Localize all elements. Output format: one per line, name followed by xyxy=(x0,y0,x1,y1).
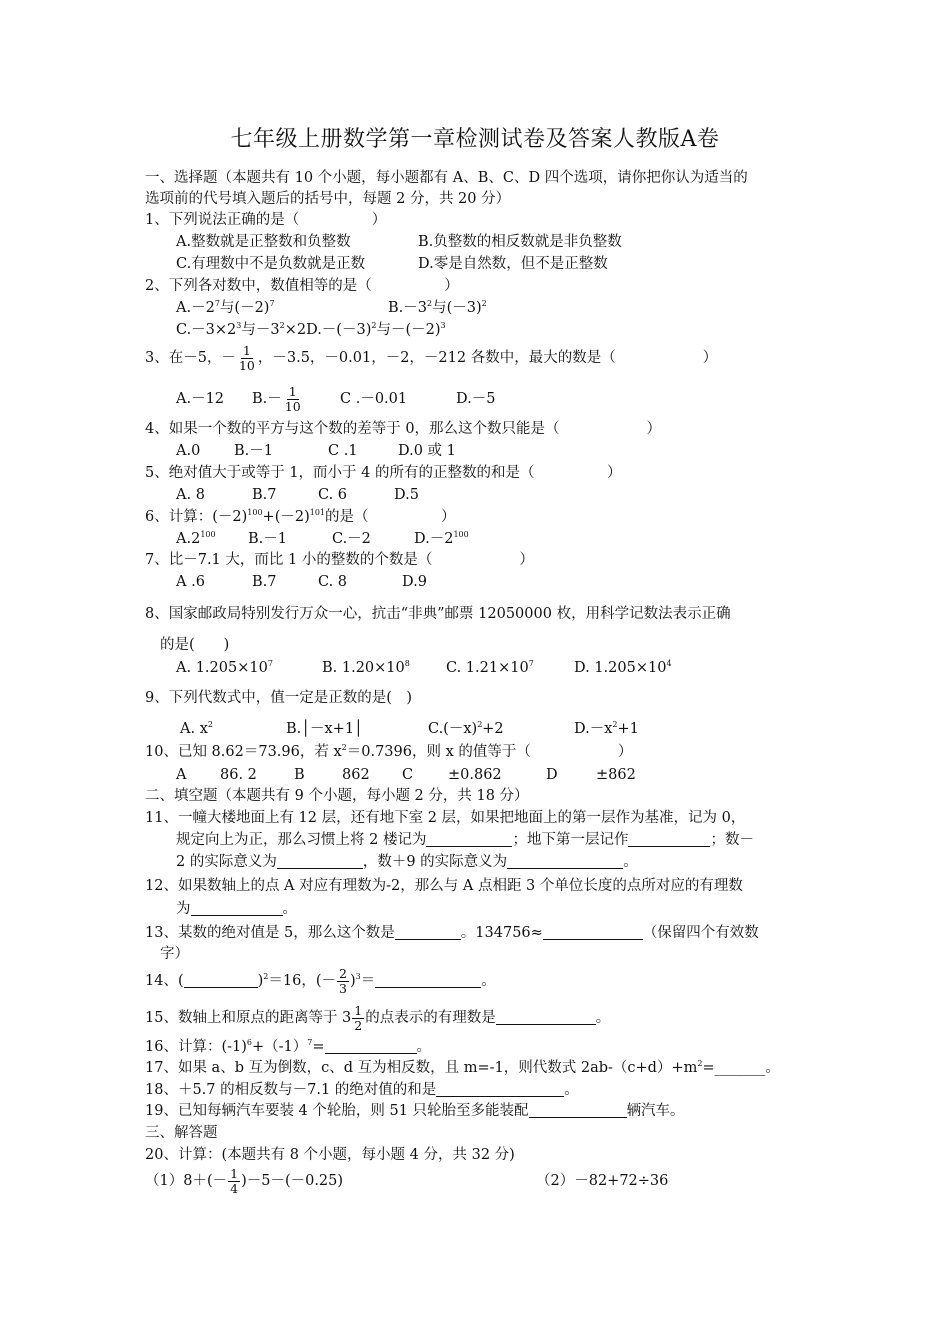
q11-text-f: 。 xyxy=(623,854,638,870)
q3-frac-num: 1 xyxy=(242,342,251,358)
q4-option-b: B.－1 xyxy=(234,443,273,459)
q7-option-d: D.9 xyxy=(402,574,427,590)
q2-a-exp2: 7 xyxy=(269,299,275,308)
q7-option-c: C. 8 xyxy=(318,574,348,590)
q20-p1-frac-den: 4 xyxy=(230,1180,239,1196)
q15-frac-num: 1 xyxy=(354,1002,363,1018)
q20-p1-text-a: （1）8＋(－ xyxy=(145,1173,228,1189)
q15-frac-den: 2 xyxy=(354,1017,363,1033)
q2-c-exp2: 2 xyxy=(279,321,285,330)
q5-option-a: A. 8 xyxy=(176,487,205,503)
q4-option-c: C .1 xyxy=(328,443,358,459)
q18-text-a: 18、＋5.7 的相反数与－7.1 的绝对值的和是 xyxy=(145,1082,437,1098)
q10-option-d-label: D xyxy=(546,767,558,783)
q13-blank-number[interactable] xyxy=(395,924,461,940)
q9-d-tail: +1 xyxy=(617,721,639,737)
q6-exp2: 101 xyxy=(309,508,326,517)
q8-a-exp: 7 xyxy=(267,659,273,668)
q2-c-part3: ×2D.－(－3) xyxy=(284,322,372,338)
q8-d-exp: 4 xyxy=(666,659,672,668)
q6-stem xyxy=(145,507,456,527)
q8-c-exp: 7 xyxy=(528,659,534,668)
q7-stem: 7、比－7.1 大，而比 1 小的整数的个数是（ ） xyxy=(145,552,534,568)
q12-text-a: 为 xyxy=(176,901,191,917)
q2-c-part1: C.－3×2 xyxy=(176,322,237,338)
q16-text-d: 。 xyxy=(416,1039,432,1055)
q9-d-exp: 2 xyxy=(612,720,618,729)
q8-stem-line2: 的是( ) xyxy=(160,637,230,653)
q11-text-c: ；数－ xyxy=(710,832,754,848)
q11-blank-minus2[interactable] xyxy=(277,853,363,869)
page-title: 七年级上册数学第一章检测试卷及答案人教版A卷 xyxy=(230,127,720,152)
q10-stem-b: ＝0.7396，则 x 的值等于（ ） xyxy=(346,744,633,760)
q12-line1: 12、如果数轴上的点 A 对应有理数为-2，那么与 A 点相距 3 个单位长度的点所对应的有理数 xyxy=(145,878,743,894)
q20-p1-frac-num: 1 xyxy=(230,1165,239,1181)
q9-option-b: B.│－x+1│ xyxy=(286,721,363,737)
q11-text-a: 规定向上为正，那么习惯上将 2 楼记为 xyxy=(176,832,427,848)
q9-c-base: C.(－x) xyxy=(428,721,478,737)
q3-b-frac-den: 10 xyxy=(284,398,301,414)
q9-stem: 9、下列代数式中，值一定是正数的是( ) xyxy=(145,690,413,706)
q16-text-a: 16、计算：(-1) xyxy=(145,1039,247,1055)
q15-line xyxy=(145,1003,610,1033)
q6-d-exp: 100 xyxy=(453,530,469,539)
q9-c-exp: 2 xyxy=(477,720,483,729)
q16-text-c: = xyxy=(312,1039,325,1055)
q6-d-base: D.－2 xyxy=(414,531,454,547)
q18-blank[interactable] xyxy=(436,1081,564,1097)
q3-stem-a: 3、在－5，－ xyxy=(145,350,236,366)
q2-b-exp1: 2 xyxy=(427,299,433,308)
q12-line2 xyxy=(176,899,297,919)
q12-blank[interactable] xyxy=(191,900,283,916)
q10-stem xyxy=(145,742,632,762)
q10-option-b-value: 862 xyxy=(342,767,370,783)
q18-line xyxy=(145,1080,579,1100)
q12-text-b: 。 xyxy=(282,901,297,917)
q8-d-base: D. 1.205×10 xyxy=(574,660,667,676)
q14-text-b: ) xyxy=(257,973,264,989)
q2-b-part1: B.－3 xyxy=(388,300,427,316)
q13-text-a: 13、某数的绝对值是 5，那么这个数是 xyxy=(145,925,395,941)
q19-blank[interactable] xyxy=(529,1102,627,1118)
q17-text-b: =_______。 xyxy=(702,1060,780,1076)
q6-option-a xyxy=(176,529,216,549)
section1-heading-line1: 一、选择题（本题共有 10 个小题，每小题都有 A、B、C、D 四个选项，请你把你认为适当的 xyxy=(145,170,748,186)
q14-text-d: ) xyxy=(349,973,356,989)
q10-option-d-value: ±862 xyxy=(596,767,636,783)
q6-stem-c: 的是（ ） xyxy=(325,509,456,525)
q3-b-prefix: B.－ xyxy=(252,391,282,407)
q4-stem: 4、如果一个数的平方与这个数的差等于 0，那么这个数只能是（ ） xyxy=(145,421,662,437)
q20-p1-fraction xyxy=(228,1167,240,1196)
q3-fraction xyxy=(237,344,257,373)
q17-exp: 2 xyxy=(697,1059,703,1068)
q9-a-exp: 2 xyxy=(207,720,213,729)
q10-option-b-label: B xyxy=(294,767,305,783)
q7-option-b: B.7 xyxy=(252,574,277,590)
q2-option-a xyxy=(176,298,275,318)
q2-b-exp2: 2 xyxy=(481,299,487,308)
q3-option-b xyxy=(252,384,304,414)
q8-a-base: A. 1.205×10 xyxy=(176,660,268,676)
q9-option-c xyxy=(428,719,504,739)
q11-blank-2nd-floor[interactable] xyxy=(426,831,512,847)
q15-fraction xyxy=(352,1004,364,1033)
section1-heading-line2: 选项前的代号填入题后的括号中，每题 2 分，共 20 分） xyxy=(145,191,511,207)
q15-text-c: 。 xyxy=(595,1010,611,1026)
q11-line3 xyxy=(176,852,638,872)
q3-b-frac-num: 1 xyxy=(288,383,297,399)
q18-text-b: 。 xyxy=(564,1082,579,1098)
q17-line xyxy=(145,1058,780,1078)
q2-option-c-d xyxy=(176,320,446,340)
q8-b-exp: 8 xyxy=(404,659,410,668)
q2-a-exp1: 7 xyxy=(214,299,220,308)
q8-option-d xyxy=(574,658,672,678)
q3-option-a: A.－12 xyxy=(176,391,225,407)
q10-option-c-label: C xyxy=(402,767,414,783)
q4-option-d: D.0 或 1 xyxy=(398,443,456,459)
q6-option-b: B.－1 xyxy=(248,531,287,547)
q3-b-fraction xyxy=(283,385,303,414)
q9-option-a xyxy=(180,719,213,739)
q14-text-e: ＝ xyxy=(360,973,376,989)
q3-stem-b: ，－3.5，－0.01，－2，－212 各数中，最大的数是（ ） xyxy=(257,350,718,366)
q3-option-d: D.－5 xyxy=(456,391,496,407)
q13-line2: 字） xyxy=(160,946,189,962)
q4-option-a: A.0 xyxy=(176,443,201,459)
q1-option-c: C.有理数中不是负数就是正数 xyxy=(176,256,366,272)
q10-exp: 2 xyxy=(341,743,347,752)
q1-option-a: A.整数就是正整数和负整数 xyxy=(176,234,351,250)
q2-option-b xyxy=(388,298,487,318)
section2-heading: 二、填空题（本题共有 9 个小题，每小题 2 分，共 18 分） xyxy=(145,788,529,804)
q2-c-exp4: 3 xyxy=(440,321,446,330)
q3-option-c: C .－0.01 xyxy=(340,391,408,407)
q14-blank-base[interactable] xyxy=(184,972,258,988)
q14-text-c: ＝16，(－ xyxy=(268,973,336,989)
q15-text-b: 的点表示的有理数是 xyxy=(365,1010,496,1026)
q2-a-part2: 与(－2) xyxy=(219,300,270,316)
q10-option-a-label: A xyxy=(176,767,187,783)
q5-option-c: C. 6 xyxy=(318,487,348,503)
q14-frac-num: 2 xyxy=(338,965,347,981)
q5-option-d: D.5 xyxy=(394,487,419,503)
q7-option-a: A .6 xyxy=(176,574,205,590)
q8-stem-line1: 8、国家邮政局特别发行万众一心，抗击“非典”邮票 12050000 枚，用科学记数法表示正确 xyxy=(145,606,731,622)
q16-exp1: 6 xyxy=(246,1038,252,1047)
q17-text-a: 17、如果 a、b 互为倒数，c、d 互为相反数，且 m=-1，则代数式 2ab-（c+d）+m xyxy=(145,1060,698,1076)
q11-blank-plus9[interactable] xyxy=(507,853,623,869)
q10-stem-a: 10、已知 8.62＝73.96，若 x xyxy=(145,744,342,760)
q14-text-a: 14、( xyxy=(145,973,184,989)
q14-exp1: 2 xyxy=(263,972,269,981)
q3-frac-den: 10 xyxy=(238,357,255,373)
q6-stem-a: 6、计算：(－2) xyxy=(145,509,248,525)
q14-blank-result[interactable] xyxy=(375,972,481,988)
q16-blank[interactable] xyxy=(325,1038,417,1054)
q2-c-part4: 与－(－2) xyxy=(376,322,441,338)
q16-text-b: +（-1） xyxy=(251,1039,308,1055)
q19-text-b: 辆汽车。 xyxy=(626,1103,685,1119)
q2-a-part1: A.－2 xyxy=(176,300,215,316)
q11-blank-basement[interactable] xyxy=(628,831,710,847)
q15-text-a: 15、数轴上和原点的距离等于 3 xyxy=(145,1010,352,1026)
q8-option-b xyxy=(322,658,410,678)
q13-line1 xyxy=(145,923,759,943)
q13-text-b: 。134756≈ xyxy=(460,925,543,941)
q11-text-d: 2 的实际意义为 xyxy=(176,854,277,870)
q20-stem: 20、计算：(本题共有 8 个小题，每小题 4 分，共 32 分) xyxy=(145,1147,515,1163)
q14-text-f: 。 xyxy=(481,973,496,989)
q11-line1: 11、一幢大楼地面上有 12 层，还有地下室 2 层，如果把地面上的第一层作为基准，记为 0， xyxy=(145,810,746,826)
q6-exp1: 100 xyxy=(247,508,263,517)
q6-a-exp: 100 xyxy=(200,530,216,539)
q5-stem: 5、绝对值大于或等于 1，而小于 4 的所有的正整数的和是（ ） xyxy=(145,465,622,481)
q2-stem: 2、下列各对数中，数值相等的是（ ） xyxy=(145,278,459,294)
q16-line xyxy=(145,1037,431,1057)
q1-option-b: B.负整数的相反数就是非负整数 xyxy=(418,234,622,250)
q1-stem: 1、下列说法正确的是（ ） xyxy=(145,212,387,228)
q19-line xyxy=(145,1101,685,1121)
q14-frac-den: 3 xyxy=(338,980,347,996)
q14-line xyxy=(145,966,496,996)
q20-part1 xyxy=(145,1166,343,1196)
q5-option-b: B.7 xyxy=(252,487,277,503)
q8-b-base: B. 1.20×10 xyxy=(322,660,405,676)
q8-option-a xyxy=(176,658,273,678)
q2-c-exp3: 2 xyxy=(371,321,377,330)
q20-p1-text-b: )－5－(－0.25) xyxy=(241,1173,344,1189)
q2-c-part2: 与－3 xyxy=(241,322,280,338)
q6-option-d xyxy=(414,529,469,549)
q9-d-base: D.－x xyxy=(574,721,613,737)
q9-c-tail: +2 xyxy=(482,721,504,737)
q9-a-base: A. x xyxy=(180,721,208,737)
q8-option-c xyxy=(446,658,534,678)
q11-text-b: ；地下第一层记作 xyxy=(512,832,629,848)
q2-b-part2: 与(－3) xyxy=(432,300,482,316)
q13-blank-approx[interactable] xyxy=(543,924,643,940)
q8-c-base: C. 1.21×10 xyxy=(446,660,529,676)
q6-stem-b: +(－2) xyxy=(262,509,310,525)
q10-option-a-value: 86. 2 xyxy=(220,767,257,783)
q6-a-base: A.2 xyxy=(176,531,201,547)
q1-option-d: D.零是自然数，但不是正整数 xyxy=(418,256,608,272)
q3-stem xyxy=(145,343,717,373)
q13-text-c: （保留四个有效数 xyxy=(642,925,759,941)
section3-heading: 三、解答题 xyxy=(145,1125,218,1141)
q14-fraction xyxy=(337,967,349,996)
q14-exp2: 3 xyxy=(355,972,361,981)
q2-c-exp1: 3 xyxy=(236,321,242,330)
q10-option-c-value: ±0.862 xyxy=(448,767,502,783)
q9-option-d xyxy=(574,719,639,739)
q6-option-c: C.－2 xyxy=(332,531,371,547)
q15-blank[interactable] xyxy=(496,1009,596,1025)
q20-part2: （2）－82+72÷36 xyxy=(536,1173,669,1189)
q19-text-a: 19、已知每辆汽车要装 4 个轮胎，则 51 只轮胎至多能装配 xyxy=(145,1103,529,1119)
q11-line2 xyxy=(176,830,754,850)
q11-text-e: ，数＋9 的实际意义为 xyxy=(362,854,508,870)
q16-exp2: 7 xyxy=(307,1038,313,1047)
